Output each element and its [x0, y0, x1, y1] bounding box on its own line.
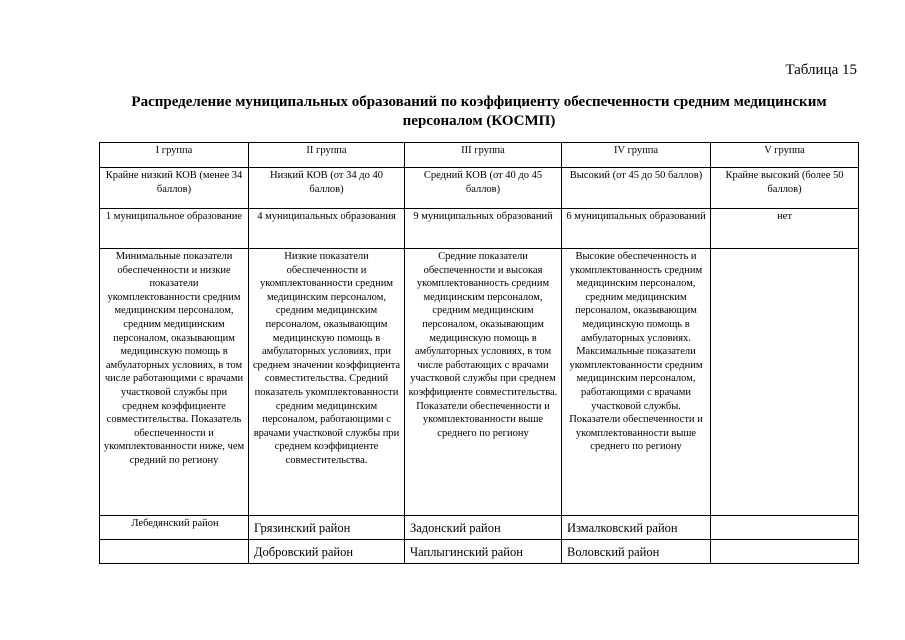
group-header-4: IV группа — [562, 143, 711, 168]
count-cell-4: 6 муниципальных образований — [562, 209, 711, 249]
document-title: Распределение муниципальных образований по коэффициенту обеспеченности средним медицинским персоналом (КОСМП) — [131, 94, 827, 129]
table-row-groups — [100, 143, 859, 168]
description-cell-3: Средние показатели обеспеченности и высокая укомплектованность средним медицинским персоналом, средним медицинским персоналом, оказывающим медицинскую помощь в амбулаторных условиях, в том числе работающих с врачами участковой службы при среднем коэффициенте совместительства. Показатели обеспеченности и укомплектованности выше среднего по региону — [405, 249, 562, 516]
district-cell-2-1 — [100, 540, 249, 564]
table-row-counts — [100, 209, 859, 249]
description-cell-1: Минимальные показатели обеспеченности и низкие показатели укомплектованности средним медицинским персоналом, средним медицинским персоналом, оказывающим медицинскую помощь в амбулаторных условиях, в том числе работающими с врачами участковой службы при среднем коэффициенте совместительства. Показатель обеспеченности и укомплектованности ниже, чем средний по региону — [100, 249, 249, 516]
group-header-1: I группа — [100, 143, 249, 168]
table-row-descriptions — [100, 249, 859, 516]
level-cell-3: Средний КОВ (от 40 до 45 баллов) — [405, 168, 562, 209]
district-cell-2-2: Добровский район — [249, 540, 405, 564]
district-cell-1-3: Задонский район — [405, 516, 562, 540]
level-cell-2: Низкий КОВ (от 34 до 40 баллов) — [249, 168, 405, 209]
count-cell-2: 4 муниципальных образования — [249, 209, 405, 249]
table-row-districts-2 — [100, 540, 859, 564]
group-header-3: III группа — [405, 143, 562, 168]
group-header-2: II группа — [249, 143, 405, 168]
level-cell-1: Крайне низкий КОВ (менее 34 баллов) — [100, 168, 249, 209]
level-cell-5: Крайне высокий (более 50 баллов) — [711, 168, 859, 209]
table-row-levels — [100, 168, 859, 209]
district-cell-1-5 — [711, 516, 859, 540]
district-cell-1-4: Измалковский район — [562, 516, 711, 540]
district-cell-2-5 — [711, 540, 859, 564]
table-number-label: Таблица 15 — [785, 62, 857, 78]
description-cell-2: Низкие показатели обеспеченности и укомплектованности средним медицинским персоналом, средним медицинским персоналом, оказывающим медицинскую помощь в амбулаторных условиях, при среднем значении коэффициента совместительства. Средний показатель укомплектованности средним медицинским персоналом, работающими с врачами участковой службы при среднем коэффициенте совместительства. — [249, 249, 405, 516]
table-row-districts-1 — [100, 516, 859, 540]
district-cell-1-1: Лебедянский район — [100, 516, 249, 540]
district-cell-2-4: Воловский район — [562, 540, 711, 564]
district-cell-2-3: Чаплыгинский район — [405, 540, 562, 564]
count-cell-3: 9 муниципальных образований — [405, 209, 562, 249]
distribution-table — [99, 142, 859, 564]
district-cell-1-2: Грязинский район — [249, 516, 405, 540]
count-cell-5: нет — [711, 209, 859, 249]
description-cell-5 — [711, 249, 859, 516]
count-cell-1: 1 муниципальное образование — [100, 209, 249, 249]
level-cell-4: Высокий (от 45 до 50 баллов) — [562, 168, 711, 209]
group-header-5: V группа — [711, 143, 859, 168]
description-cell-4: Высокие обеспеченность и укомплектованность средним медицинским персоналом, средним медицинским персоналом, оказывающим медицинскую помощь в амбулаторных условиях. Максимальные показатели укомплектованности средним медицинским персоналом, работающими с врачами участковой службы. Показатели обеспеченности и укомплектованности выше среднего по региону — [562, 249, 711, 516]
